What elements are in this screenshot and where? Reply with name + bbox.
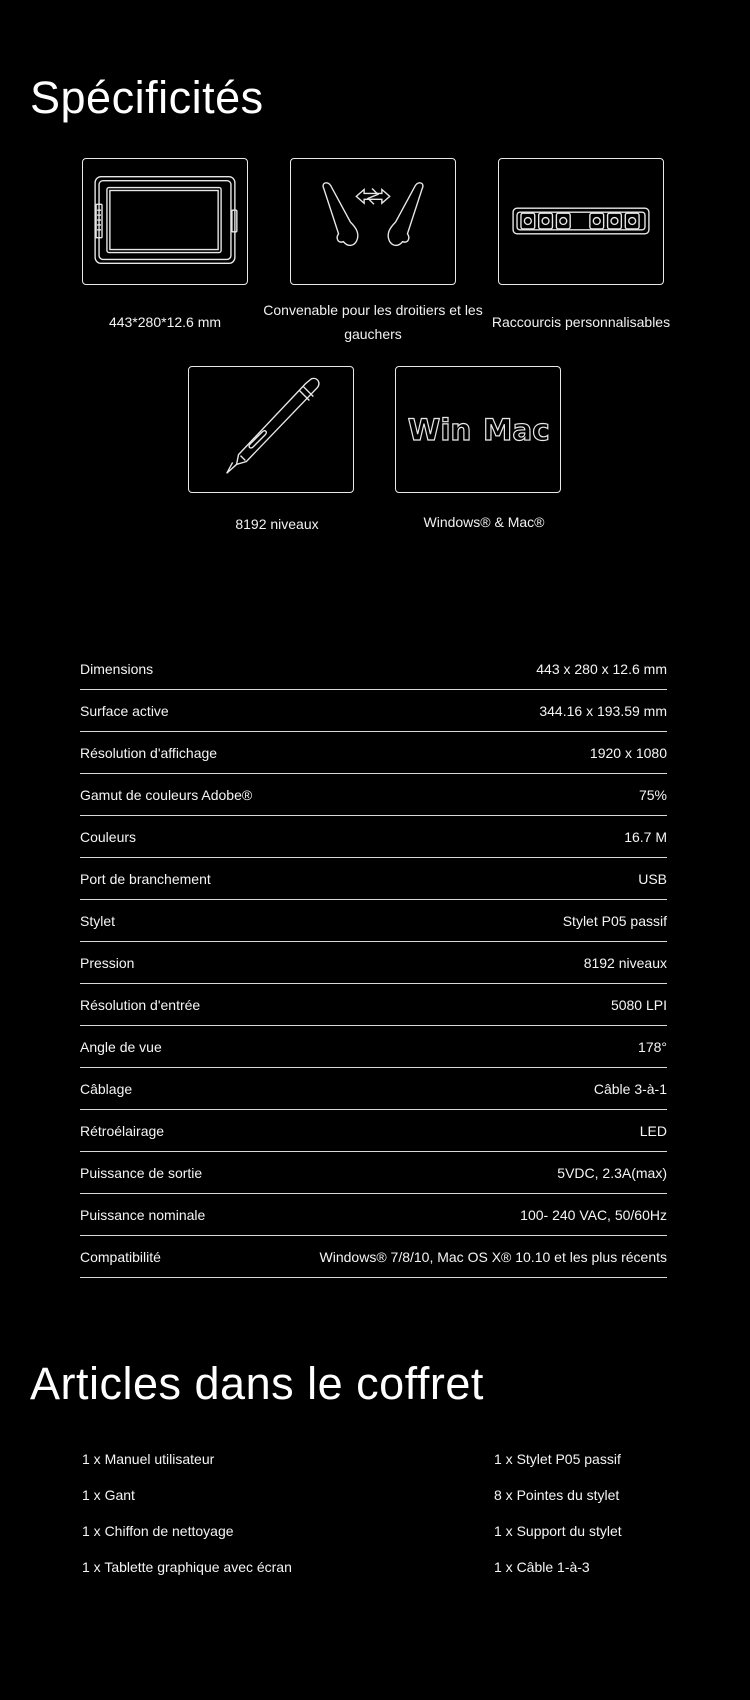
win-icon-text: Win: [407, 412, 472, 447]
spec-row: [80, 816, 667, 858]
spec-label: Câblage: [80, 1080, 133, 1097]
feature-caption-hands: Convenable pour les droitiers et les gauchers: [263, 302, 483, 342]
spec-value: 16.7 M: [624, 828, 667, 845]
list-item: 8 x Pointes du stylet: [494, 1487, 620, 1503]
spec-row: [80, 1236, 667, 1278]
box-items-left: [82, 1441, 292, 1585]
spec-label: Puissance de sortie: [80, 1164, 203, 1181]
spec-row: [80, 1110, 667, 1152]
specs-title: Spécificités: [30, 72, 264, 123]
feature-caption-os: Windows® & Mac®: [423, 514, 545, 530]
feature-caption-size: 443*280*12.6 mm: [108, 314, 222, 330]
spec-value: Stylet P05 passif: [562, 912, 667, 929]
spec-label: Puissance nominale: [80, 1206, 206, 1223]
feature-card-hands: [290, 158, 456, 285]
feature-card-tablet: [82, 158, 248, 285]
spec-value: 178°: [638, 1038, 667, 1055]
feature-card-stylus: [188, 366, 354, 493]
stylus-pen-icon: [189, 367, 353, 492]
list-item: 1 x Tablette graphique avec écran: [82, 1559, 292, 1575]
spec-value: USB: [638, 870, 667, 887]
tablet-display-icon: [83, 159, 247, 284]
box-items-right: [494, 1441, 622, 1585]
spec-row: [80, 942, 667, 984]
shortcut-keys-icon: [499, 159, 663, 284]
spec-row: [80, 984, 667, 1026]
list-item: 1 x Manuel utilisateur: [82, 1451, 215, 1467]
spec-value: Windows® 7/8/10, Mac OS X® 10.10 et les plus récents: [319, 1248, 667, 1265]
spec-value: Câble 3-à-1: [593, 1080, 667, 1097]
spec-label: Port de branchement: [80, 870, 211, 887]
spec-value: 75%: [638, 786, 667, 803]
spec-row: [80, 690, 667, 732]
mac-icon-text: Mac: [482, 412, 550, 447]
spec-label: Pression: [80, 954, 135, 971]
spec-row: [80, 900, 667, 942]
spec-value: 5VDC, 2.3A(max): [557, 1164, 667, 1181]
box-contents-title: Articles dans le coffret: [30, 1358, 484, 1409]
spec-label: Résolution d'entrée: [80, 996, 201, 1013]
spec-value: 8192 niveaux: [583, 954, 667, 971]
left-right-hand-icon: [291, 159, 455, 284]
spec-row: [80, 732, 667, 774]
spec-value: 5080 LPI: [610, 996, 667, 1013]
spec-value: 100- 240 VAC, 50/60Hz: [520, 1206, 667, 1223]
feature-card-os: [395, 366, 561, 493]
spec-label: Stylet: [80, 912, 116, 929]
list-item: 1 x Câble 1-à-3: [494, 1559, 590, 1575]
feature-caption-shortcuts: Raccourcis personnalisables: [491, 314, 671, 330]
list-item: 1 x Chiffon de nettoyage: [82, 1523, 234, 1539]
spec-value: 443 x 280 x 12.6 mm: [536, 660, 667, 677]
spec-label: Surface active: [80, 702, 169, 719]
list-item: 1 x Support du stylet: [494, 1523, 622, 1539]
spec-row: [80, 1152, 667, 1194]
spec-label: Dimensions: [80, 660, 154, 677]
spec-value: LED: [639, 1122, 667, 1139]
spec-value: 344.16 x 193.59 mm: [539, 702, 667, 719]
spec-table: [80, 648, 667, 1278]
spec-value: 1920 x 1080: [589, 744, 667, 761]
spec-label: Rétroélairage: [80, 1122, 165, 1139]
spec-row: [80, 1068, 667, 1110]
spec-row: [80, 1026, 667, 1068]
spec-row: [80, 1194, 667, 1236]
spec-row: [80, 858, 667, 900]
spec-label: Compatibilité: [80, 1248, 161, 1265]
list-item: 1 x Gant: [82, 1487, 135, 1503]
feature-caption-pressure: 8192 niveaux: [235, 516, 319, 532]
spec-label: Gamut de couleurs Adobe®: [80, 786, 253, 803]
spec-row: [80, 648, 667, 690]
feature-card-shortcuts: [498, 158, 664, 285]
spec-label: Résolution d'affichage: [80, 744, 218, 761]
spec-row: [80, 774, 667, 816]
spec-label: Couleurs: [80, 828, 137, 845]
spec-label: Angle de vue: [80, 1038, 162, 1055]
list-item: 1 x Stylet P05 passif: [494, 1451, 621, 1467]
win-mac-icon: [396, 367, 560, 492]
